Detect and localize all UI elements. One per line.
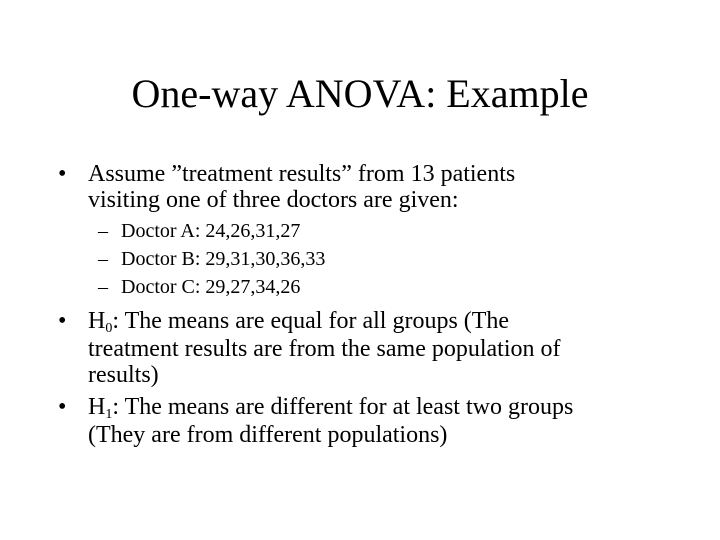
h0-statement: : The means are equal for all groups (The bbox=[112, 308, 510, 334]
sub-item-doctor-b: Doctor B: 29,31,30,36,33 bbox=[121, 248, 326, 270]
sub-marker-1: – bbox=[98, 220, 108, 242]
sub-item-doctor-a: Doctor A: 24,26,31,27 bbox=[121, 220, 301, 242]
sub-item-doctor-c: Doctor C: 29,27,34,26 bbox=[121, 276, 301, 298]
sub-marker-3: – bbox=[98, 276, 108, 298]
h0-line-1 bbox=[88, 308, 510, 336]
h1-line-1 bbox=[88, 394, 574, 422]
h0-subscript: 0 bbox=[105, 321, 113, 336]
bullet-1-line-1: Assume ”treatment results” from 13 patients bbox=[88, 161, 516, 187]
h0-line-3: results) bbox=[88, 362, 159, 388]
h1-line-2: (They are from different populations) bbox=[88, 422, 448, 448]
h0-symbol: H bbox=[88, 308, 106, 334]
h1-subscript: 1 bbox=[105, 407, 113, 422]
bullet-marker-1: • bbox=[58, 161, 67, 187]
h0-line-2: treatment results are from the same population of bbox=[88, 336, 561, 362]
h1-statement: : The means are different for at least two groups bbox=[112, 394, 574, 420]
bullet-marker-2: • bbox=[58, 308, 67, 334]
bullet-1-line-2: visiting one of three doctors are given: bbox=[88, 187, 459, 213]
sub-marker-2: – bbox=[98, 248, 108, 270]
bullet-marker-3: • bbox=[58, 394, 67, 420]
slide-title: One-way ANOVA: Example bbox=[131, 71, 589, 116]
h1-symbol: H bbox=[88, 394, 106, 420]
